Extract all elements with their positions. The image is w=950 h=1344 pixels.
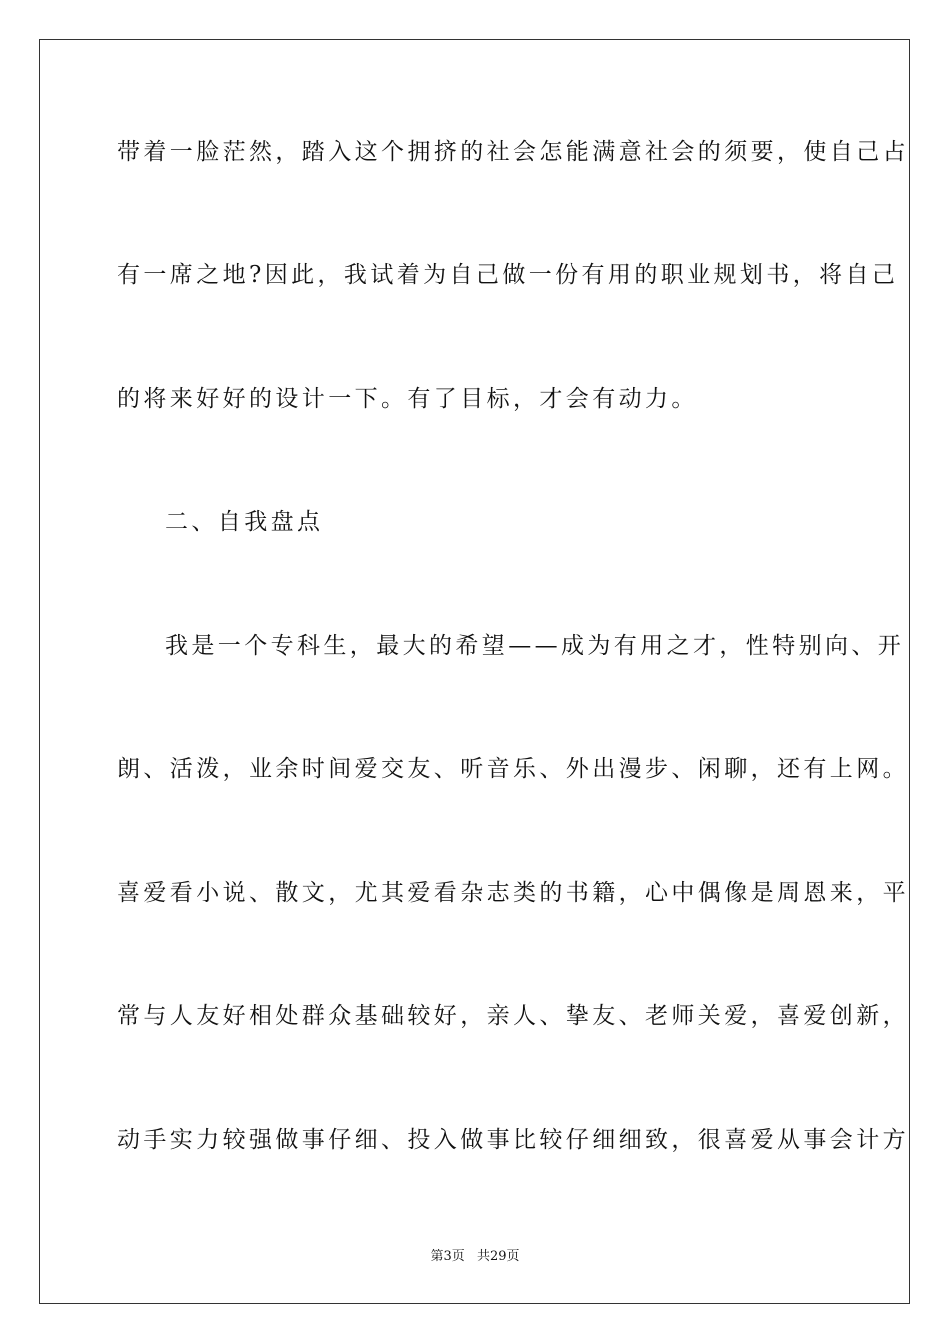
page-total: 共29页	[476, 1249, 520, 1264]
body-text-line-9: 动手实力较强做事仔细、投入做事比较仔细细致，很喜爱从事会计方	[117, 1127, 909, 1153]
body-text-line-1: 带着一脸茫然，踏入这个拥挤的社会怎能满意社会的须要，使自己占	[117, 139, 909, 165]
body-text-line-6: 朗、活泼，业余时间爱交友、听音乐、外出漫步、闲聊，还有上网。	[117, 756, 909, 782]
page-frame	[39, 39, 910, 1304]
section-heading: 二、自我盘点	[165, 509, 324, 535]
page-number: 第3页	[430, 1249, 465, 1264]
page-footer	[0, 1248, 950, 1266]
body-text-line-8: 常与人友好相处群众基础较好，亲人、挚友、老师关爱，喜爱创新，	[117, 1003, 909, 1029]
body-text-line-5: 我是一个专科生，最大的希望——成为有用之才，性特别向、开	[165, 633, 905, 659]
body-text-line-2: 有一席之地?因此，我试着为自己做一份有用的职业规划书，将自己	[117, 262, 899, 288]
body-text-line-7: 喜爱看小说、散文，尤其爱看杂志类的书籍，心中偶像是周恩来，平	[117, 880, 909, 906]
body-text-line-3: 的将来好好的设计一下。有了目标，才会有动力。	[117, 386, 698, 412]
